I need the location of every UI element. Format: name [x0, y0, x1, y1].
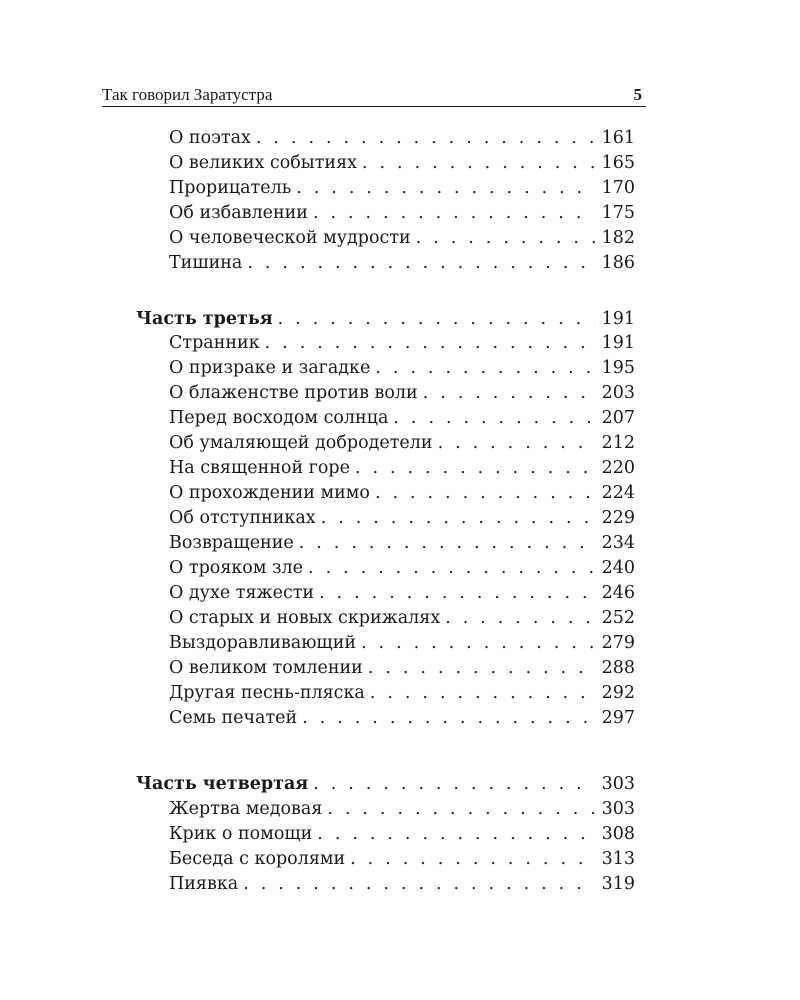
toc-entry-page: 186 [601, 253, 635, 273]
dot-leader [327, 797, 595, 822]
toc-entry[interactable] [169, 681, 635, 706]
toc-entry[interactable] [169, 151, 635, 176]
toc-entry-page: 313 [601, 849, 635, 869]
dot-leader [355, 456, 595, 481]
toc-entry[interactable] [169, 631, 635, 656]
toc-entry-title: О духе тяжести [169, 583, 315, 603]
dot-leader [317, 822, 595, 847]
dot-leader [313, 772, 595, 797]
toc-entry-page: 303 [601, 799, 635, 819]
toc-entry-title: Жертва медовая [169, 799, 323, 819]
toc-entry-title: О великих событиях [169, 153, 357, 173]
toc-entry[interactable] [169, 356, 635, 381]
book-title: Так говорил Заратустра [102, 85, 273, 104]
toc-entry-title: О трояком зле [169, 558, 304, 578]
dot-leader [362, 151, 595, 176]
toc-entry[interactable] [169, 506, 635, 531]
toc-entry-title: Тишина [169, 253, 243, 273]
dot-leader [247, 251, 595, 276]
toc-entry-page: 207 [601, 408, 635, 428]
running-head [102, 84, 646, 107]
toc-entry-page: 175 [601, 203, 635, 223]
dot-leader [319, 581, 595, 606]
toc-entry-title: Другая песнь-пляска [169, 683, 365, 703]
toc-entry-page: 224 [601, 483, 635, 503]
toc-part-title: Часть четвертая [136, 774, 309, 794]
toc-entry-title: Пиявка [169, 874, 239, 894]
toc-entry-title: О великом томлении [169, 658, 363, 678]
toc-entry-page: 212 [601, 433, 635, 453]
toc-entry-title: Об умаляющей добродетели [169, 433, 433, 453]
toc-entry[interactable] [169, 126, 635, 151]
toc-entry-page: 170 [601, 178, 635, 198]
toc-entry-title: Об отступниках [169, 508, 316, 528]
toc-entry-title: О блаженстве против воли [169, 383, 418, 403]
page-number: 5 [633, 85, 642, 104]
dot-leader [445, 606, 595, 631]
toc-entry-title: Прорицатель [169, 178, 292, 198]
toc-entry-title: Крик о помощи [169, 824, 313, 844]
toc-entry[interactable] [169, 431, 635, 456]
toc-entry-page: 279 [601, 633, 635, 653]
toc-part-heading[interactable] [136, 307, 635, 332]
toc-entry[interactable] [169, 606, 635, 631]
toc-part-heading[interactable] [136, 772, 635, 797]
toc-entry-title: О человеческой мудрости [169, 228, 411, 248]
dot-leader [302, 706, 595, 731]
toc-entry[interactable] [169, 556, 635, 581]
toc-entry[interactable] [169, 481, 635, 506]
dot-leader [368, 656, 595, 681]
toc-entry-title: Перед восходом солнца [169, 408, 389, 428]
toc-entry[interactable] [169, 251, 635, 276]
toc-entry[interactable] [169, 226, 635, 251]
dot-leader [321, 506, 595, 531]
dot-leader [313, 201, 595, 226]
dot-leader [278, 307, 595, 332]
toc-entry-page: 220 [601, 458, 635, 478]
dot-leader [375, 481, 595, 506]
dot-leader [375, 356, 595, 381]
toc-entry[interactable] [169, 406, 635, 431]
toc-entry[interactable] [169, 847, 635, 872]
toc-entry-title: Об избавлении [169, 203, 308, 223]
dot-leader [370, 681, 595, 706]
toc-entry-title: На священной горе [169, 458, 350, 478]
dot-leader [438, 431, 595, 456]
toc-entry-page: 161 [601, 128, 635, 148]
toc-entry[interactable] [169, 531, 635, 556]
toc-entry[interactable] [169, 176, 635, 201]
toc-entry-page: 240 [601, 558, 635, 578]
toc-entry[interactable] [169, 381, 635, 406]
toc-entry-title: Странник [169, 333, 260, 353]
toc-entry-page: 165 [601, 153, 635, 173]
toc-entry-title: О призраке и загадке [169, 358, 371, 378]
toc-entry[interactable] [169, 201, 635, 226]
toc-entry-title: О поэтах [169, 128, 251, 148]
dot-leader [243, 872, 595, 897]
toc-part-title: Часть третья [136, 309, 273, 329]
toc-entry-title: Возвращение [169, 533, 294, 553]
dot-leader [423, 381, 595, 406]
toc-entry-page: 319 [601, 874, 635, 894]
toc-part-page: 191 [601, 309, 635, 329]
dot-leader [393, 406, 595, 431]
toc-entry-page: 288 [601, 658, 635, 678]
dot-leader [296, 176, 595, 201]
toc-entry[interactable] [169, 581, 635, 606]
toc-entry-title: О прохождении мимо [169, 483, 370, 503]
toc-entry-title: Семь печатей [169, 708, 298, 728]
toc-entry-page: 252 [601, 608, 635, 628]
toc-entry-title: О старых и новых скрижалях [169, 608, 441, 628]
dot-leader [265, 331, 595, 356]
toc-entry-page: 191 [601, 333, 635, 353]
toc-entry-page: 292 [601, 683, 635, 703]
toc-entry-page: 234 [601, 533, 635, 553]
toc-entry-page: 246 [601, 583, 635, 603]
toc-entry[interactable] [169, 822, 635, 847]
toc-entry-page: 195 [601, 358, 635, 378]
toc-entry-page: 297 [601, 708, 635, 728]
toc-part-page: 303 [601, 774, 635, 794]
toc-entry[interactable] [169, 456, 635, 481]
dot-leader [361, 631, 595, 656]
toc-entry[interactable] [169, 872, 635, 897]
toc-entry-page: 182 [601, 228, 635, 248]
dot-leader [308, 556, 595, 581]
dot-leader [350, 847, 595, 872]
toc-entry-page: 229 [601, 508, 635, 528]
toc-entry-page: 203 [601, 383, 635, 403]
toc-entry[interactable] [169, 331, 635, 356]
toc-entry[interactable] [169, 656, 635, 681]
toc-entry[interactable] [169, 706, 635, 731]
dot-leader [416, 226, 595, 251]
toc-entry-title: Выздоравливающий [169, 633, 357, 653]
toc-entry-page: 308 [601, 824, 635, 844]
dot-leader [299, 531, 595, 556]
toc-entry[interactable] [169, 797, 635, 822]
dot-leader [256, 126, 595, 151]
toc-entry-title: Беседа с королями [169, 849, 346, 869]
